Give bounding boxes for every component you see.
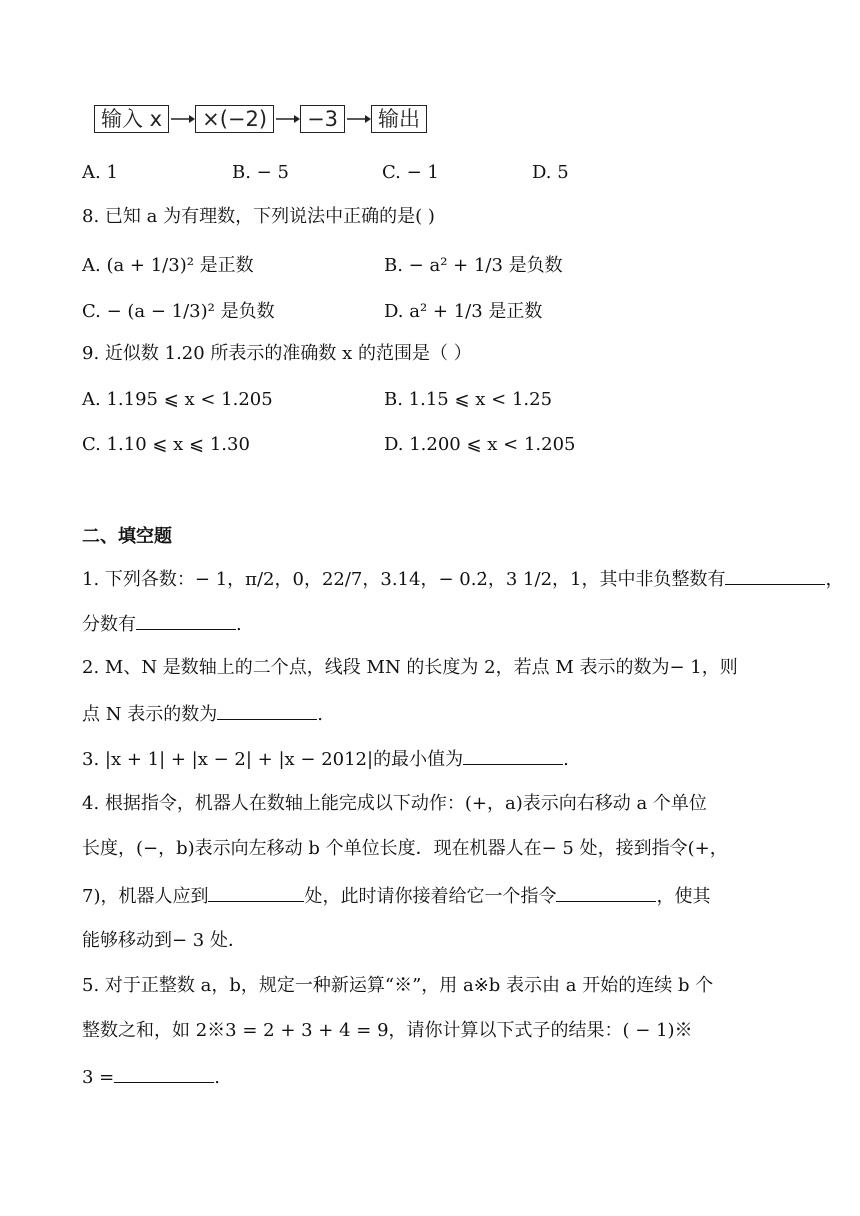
q8-option-d: D. a² + 1/3 是正数 [384,301,543,322]
q8-stem: 8. 已知 a 为有理数，下列说法中正确的是( ) [82,206,435,227]
answer-blank[interactable] [217,701,317,720]
fill-q4-line3 [82,883,710,909]
q8-option-b: B. − a² + 1/3 是负数 [384,255,563,276]
fill-q2-line1: 2. M、N 是数轴上的二个点，线段 MN 的长度为 2，若点 M 表示的数为− 1，则 [82,657,738,678]
arrow-right-icon [169,105,195,133]
fill-q5-text3: 3 = [82,1067,115,1088]
q7-option-d: D. 5 [532,162,569,183]
flowchart [94,104,427,134]
fill-q4-text3b: 处，此时请你接着给它一个指令 [304,886,557,907]
fill-q1-line2 [82,611,242,637]
section-title: 二、填空题 [82,526,172,547]
flow-box-output: 输出 [371,105,427,133]
q8-option-a: A. (a + 1/3)² 是正数 [82,255,254,276]
arrow-right-icon [345,105,371,133]
fill-q4-line2: 长度，(−，b)表示向左移动 b 个单位长度．现在机器人在− 5 处，接到指令(+， [82,838,728,859]
arrow-right-icon [274,105,300,133]
fill-q2-line2 [82,701,323,727]
flow-box-multiply: ×(−2) [195,105,274,133]
fill-q2-period: . [317,704,323,725]
fill-q4-line4: 能够移动到− 3 处． [82,930,246,951]
answer-blank[interactable] [114,1064,214,1083]
fill-q4-text3c: ，使其 [656,886,711,907]
fill-q1-text: 1. 下列各数：− 1，π/2，0，22/7，3.14，− 0.2̇，3 1/2，1，其中非负整数有 [82,569,726,590]
fill-q5-line2: 整数之和，如 2※3 = 2 + 3 + 4 = 9，请你计算以下式子的结果：( − 1)※ [82,1020,693,1041]
q7-option-a: A. 1 [82,162,118,183]
q9-option-d: D. 1.200 ⩽ x < 1.205 [384,434,576,455]
fill-q4-text3a: 7)，机器人应到 [82,886,209,907]
q9-stem: 9. 近似数 1.20 所表示的准确数 x 的范围是（ ） [82,343,472,364]
answer-blank[interactable] [208,883,304,902]
q9-option-c: C. 1.10 ⩽ x ⩽ 1.30 [82,434,250,455]
fill-q3-period: . [563,749,569,770]
fill-q1-line1 [82,566,843,592]
flow-box-subtract: −3 [300,105,345,133]
fill-q1-period: . [236,614,242,635]
fill-q3-text: 3. |x + 1| + |x − 2| + |x − 2012|的最小值为 [82,749,464,770]
fill-q5-line1: 5. 对于正整数 a，b，规定一种新运算“※”，用 a※b 表示由 a 开始的连续 b 个 [82,975,714,996]
fill-q5-period: . [214,1067,220,1088]
q7-option-c: C. − 1 [382,162,439,183]
answer-blank[interactable] [136,611,236,630]
answer-blank[interactable] [556,883,656,902]
q7-option-b: B. − 5 [232,162,289,183]
fill-q3-line1 [82,746,569,772]
q9-option-a: A. 1.195 ⩽ x < 1.205 [82,389,273,410]
flow-box-input: 输入 x [94,105,169,133]
fill-q1-text2: 分数有 [82,614,136,635]
answer-blank[interactable] [725,566,825,585]
q9-option-b: B. 1.15 ⩽ x < 1.25 [384,389,553,410]
fill-q2-text2: 点 N 表示的数为 [82,704,218,725]
q8-option-c: C. − (a − 1/3)² 是负数 [82,301,275,322]
fill-q5-line3 [82,1064,220,1090]
fill-q4-line1: 4. 根据指令，机器人在数轴上能完成以下动作：(+，a)表示向右移动 a 个单位 [82,793,707,814]
fill-q1-comma: ， [825,569,844,590]
answer-blank[interactable] [463,746,563,765]
